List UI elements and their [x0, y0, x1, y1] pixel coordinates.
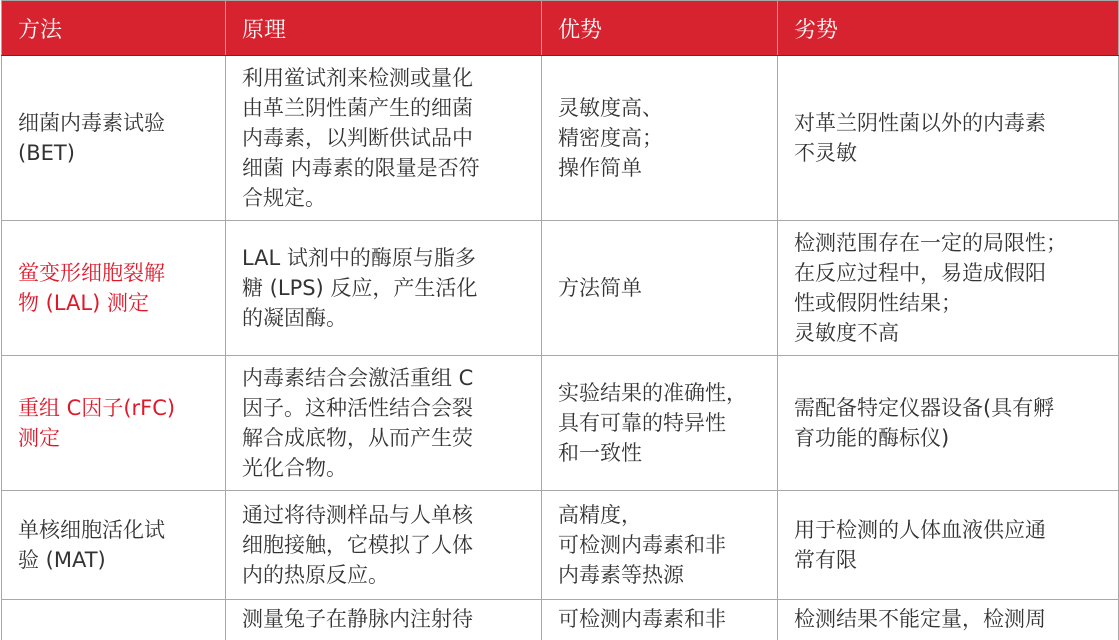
header-advantage: 优势 — [542, 1, 778, 56]
principle-cell: 内毒素结合会激活重组 C 因子。这种活性结合会裂 解合成底物，从而产生荧 光化合物。 — [226, 356, 542, 491]
table-header-row — [2, 1, 1119, 56]
disadvantage-cell: 用于检测的人体血液供应通 常有限 — [778, 491, 1119, 600]
header-principle: 原理 — [226, 1, 542, 56]
advantage-cell: 灵敏度高、 精密度高； 操作简单 — [542, 56, 778, 221]
advantage-cell: 可检测内毒素和非 — [542, 600, 778, 640]
disadvantage-cell: 需配备特定仪器设备(具有孵 育功能的酶标仪) — [778, 356, 1119, 491]
table-row — [2, 221, 1119, 356]
table-row — [2, 491, 1119, 600]
table-row — [2, 356, 1119, 491]
disadvantage-cell: 对革兰阴性菌以外的内毒素 不灵敏 — [778, 56, 1119, 221]
method-cell: 重组 C因子(rFC) 测定 — [2, 356, 226, 491]
advantage-cell: 实验结果的准确性， 具有可靠的特异性 和一致性 — [542, 356, 778, 491]
principle-cell: 测量兔子在静脉内注射待 — [226, 600, 542, 640]
method-cell: 细菌内毒素试验 (BET) — [2, 56, 226, 221]
advantage-cell: 高精度， 可检测内毒素和非 内毒素等热源 — [542, 491, 778, 600]
method-cell: 鲎变形细胞裂解 物 (LAL) 测定 — [2, 221, 226, 356]
advantage-cell: 方法简单 — [542, 221, 778, 356]
header-disadvantage: 劣势 — [778, 1, 1119, 56]
table-row — [2, 600, 1119, 640]
principle-cell: LAL 试剂中的酶原与脂多 糖 (LPS) 反应，产生活化 的凝固酶。 — [226, 221, 542, 356]
table-row — [2, 56, 1119, 221]
method-cell — [2, 600, 226, 640]
disadvantage-cell: 检测结果不能定量，检测周 — [778, 600, 1119, 640]
endotoxin-method-comparison-table — [1, 0, 1119, 640]
principle-cell: 利用鲎试剂来检测或量化 由革兰阴性菌产生的细菌 内毒素，以判断供试品中 细菌 内毒素的限量是否符 合规定。 — [226, 56, 542, 221]
method-cell: 单核细胞活化试 验 (MAT) — [2, 491, 226, 600]
header-method: 方法 — [2, 1, 226, 56]
principle-cell: 通过将待测样品与人单核 细胞接触，它模拟了人体 内的热原反应。 — [226, 491, 542, 600]
disadvantage-cell: 检测范围存在一定的局限性； 在反应过程中，易造成假阳 性或假阴性结果； 灵敏度不高 — [778, 221, 1119, 356]
